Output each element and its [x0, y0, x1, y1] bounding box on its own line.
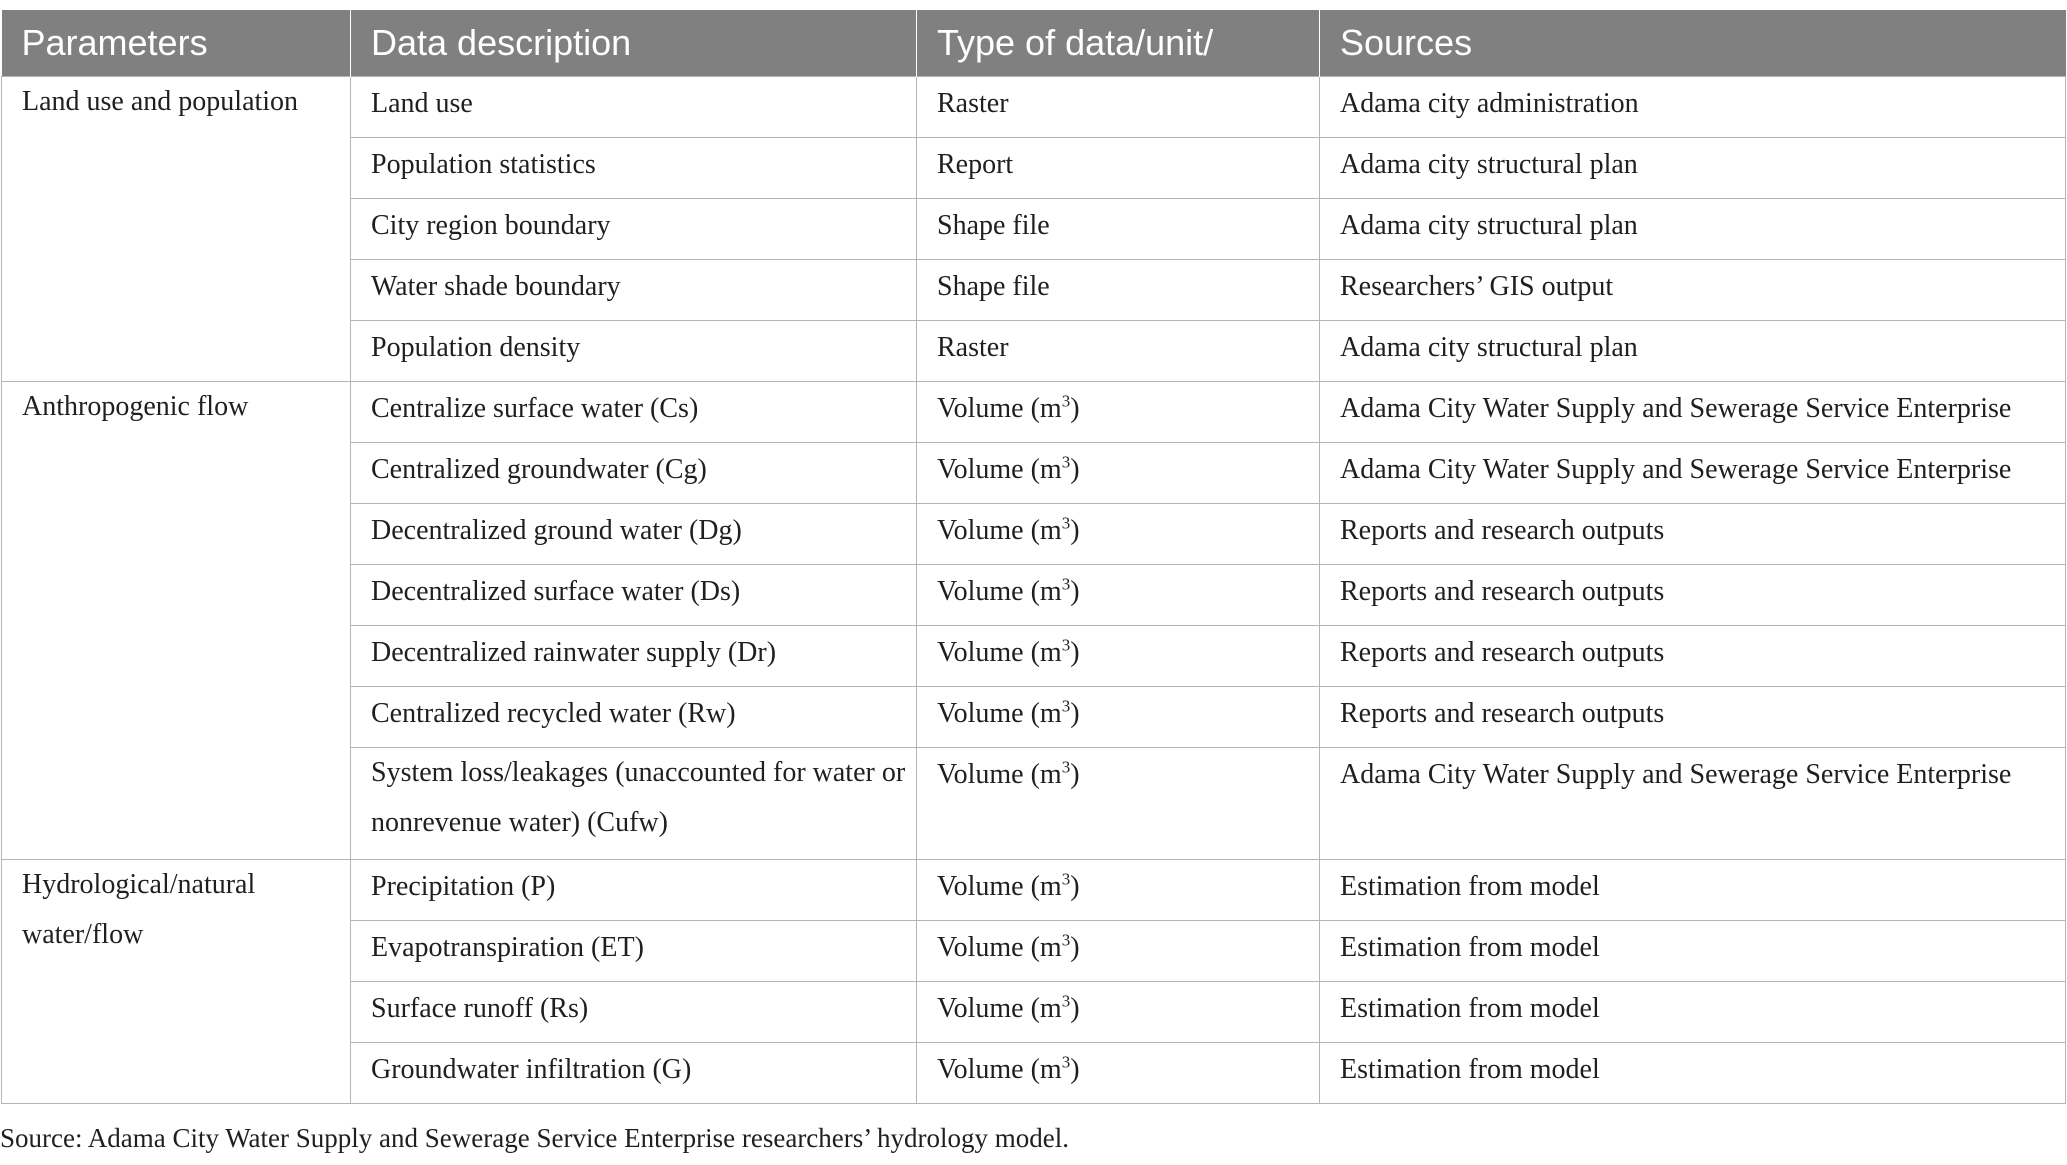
type-cell [917, 503, 1320, 564]
source-cell: Estimation from model [1320, 981, 2066, 1042]
type-superscript: 3 [1061, 991, 1071, 1011]
source-cell: Estimation from model [1320, 1042, 2066, 1103]
description-cell: Water shade boundary [351, 259, 917, 320]
type-cell [917, 442, 1320, 503]
type-text: Volume (m [937, 931, 1062, 963]
type-superscript: 3 [1061, 757, 1071, 777]
description-cell: System loss/leakages (unaccounted for water or nonrevenue water) (Cufw) [351, 747, 917, 859]
type-cell [917, 920, 1320, 981]
type-cell: Raster [917, 320, 1320, 381]
type-cell: Shape file [917, 198, 1320, 259]
description-cell: Population density [351, 320, 917, 381]
source-cell: Estimation from model [1320, 920, 2066, 981]
type-cell [917, 564, 1320, 625]
table-row [2, 381, 2066, 442]
description-cell: Decentralized ground water (Dg) [351, 503, 917, 564]
type-superscript: 3 [1061, 696, 1071, 716]
header-data-description: Data description [351, 10, 917, 76]
type-close: ) [1070, 636, 1080, 668]
source-cell: Adama city administration [1320, 76, 2066, 137]
type-text: Volume (m [937, 992, 1062, 1024]
source-cell: Reports and research outputs [1320, 503, 2066, 564]
data-table-container [1, 10, 2065, 1104]
description-cell: City region boundary [351, 198, 917, 259]
header-parameters: Parameters [2, 10, 351, 76]
description-cell: Centralize surface water (Cs) [351, 381, 917, 442]
type-close: ) [1070, 870, 1080, 902]
description-cell: Groundwater infiltration (G) [351, 1042, 917, 1103]
type-cell: Raster [917, 76, 1320, 137]
header-sources: Sources [1320, 10, 2066, 76]
type-text: Volume (m [937, 870, 1062, 902]
table-header [2, 10, 2066, 76]
type-text: Volume (m [937, 758, 1062, 790]
type-cell [917, 981, 1320, 1042]
source-cell: Adama city structural plan [1320, 320, 2066, 381]
source-footnote: Source: Adama City Water Supply and Sewerage Service Enterprise researchers’ hydrology model. [0, 1123, 1069, 1153]
type-text: Volume (m [937, 392, 1062, 424]
type-close: ) [1070, 992, 1080, 1024]
type-cell [917, 686, 1320, 747]
type-text: Volume (m [937, 1053, 1062, 1085]
type-superscript: 3 [1061, 1052, 1071, 1072]
source-cell: Estimation from model [1320, 859, 2066, 920]
type-superscript: 3 [1061, 930, 1071, 950]
type-superscript: 3 [1061, 635, 1071, 655]
type-close: ) [1070, 697, 1080, 729]
source-cell: Reports and research outputs [1320, 564, 2066, 625]
source-cell: Adama City Water Supply and Sewerage Service Enterprise [1320, 381, 2066, 442]
type-text: Volume (m [937, 514, 1062, 546]
type-close: ) [1070, 575, 1080, 607]
type-close: ) [1070, 1053, 1080, 1085]
description-cell: Decentralized surface water (Ds) [351, 564, 917, 625]
description-cell: Decentralized rainwater supply (Dr) [351, 625, 917, 686]
description-cell: Evapotranspiration (ET) [351, 920, 917, 981]
type-text: Volume (m [937, 453, 1062, 485]
header-row [2, 10, 2066, 76]
type-superscript: 3 [1061, 452, 1071, 472]
type-superscript: 3 [1061, 869, 1071, 889]
source-cell: Reports and research outputs [1320, 625, 2066, 686]
table-body [2, 76, 2066, 1103]
type-text: Volume (m [937, 636, 1062, 668]
description-cell: Population statistics [351, 137, 917, 198]
header-type-of-data: Type of data/unit/ [917, 10, 1320, 76]
table-row [2, 76, 2066, 137]
parameter-cell: Hydrological/natural water/flow [2, 859, 351, 1103]
type-cell [917, 1042, 1320, 1103]
description-cell: Surface runoff (Rs) [351, 981, 917, 1042]
type-cell: Shape file [917, 259, 1320, 320]
data-sources-table [1, 10, 2066, 1104]
type-superscript: 3 [1061, 391, 1071, 411]
source-cell: Researchers’ GIS output [1320, 259, 2066, 320]
type-text: Volume (m [937, 697, 1062, 729]
type-superscript: 3 [1061, 513, 1071, 533]
source-cell: Adama city structural plan [1320, 137, 2066, 198]
source-cell: Reports and research outputs [1320, 686, 2066, 747]
type-cell: Report [917, 137, 1320, 198]
type-cell [917, 859, 1320, 920]
type-close: ) [1070, 453, 1080, 485]
description-cell: Precipitation (P) [351, 859, 917, 920]
type-cell [917, 747, 1320, 859]
description-cell: Centralized recycled water (Rw) [351, 686, 917, 747]
type-text: Volume (m [937, 575, 1062, 607]
type-close: ) [1070, 931, 1080, 963]
parameter-cell: Land use and population [2, 76, 351, 381]
type-close: ) [1070, 514, 1080, 546]
source-cell: Adama City Water Supply and Sewerage Service Enterprise [1320, 442, 2066, 503]
source-cell: Adama city structural plan [1320, 198, 2066, 259]
type-superscript: 3 [1061, 574, 1071, 594]
parameter-cell: Anthropogenic flow [2, 381, 351, 859]
type-close: ) [1070, 758, 1080, 790]
description-cell: Land use [351, 76, 917, 137]
type-cell [917, 381, 1320, 442]
table-row [2, 859, 2066, 920]
type-cell [917, 625, 1320, 686]
type-close: ) [1070, 392, 1080, 424]
source-cell: Adama City Water Supply and Sewerage Service Enterprise [1320, 747, 2066, 859]
description-cell: Centralized groundwater (Cg) [351, 442, 917, 503]
